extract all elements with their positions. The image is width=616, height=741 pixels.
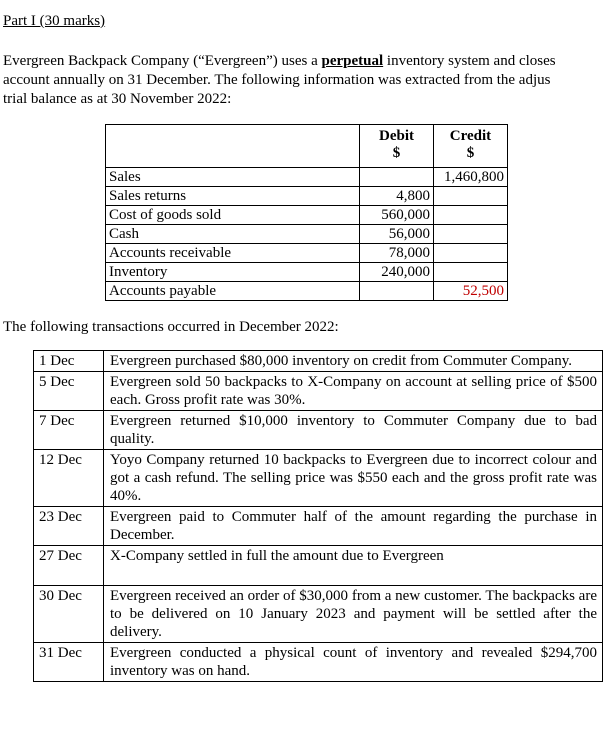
account-cell: Inventory xyxy=(106,263,360,282)
transaction-date: 27 Dec xyxy=(34,546,104,586)
trial-balance-row xyxy=(106,263,508,282)
trial-balance-row xyxy=(106,168,508,187)
transaction-row xyxy=(34,546,603,586)
credit-cell: 52,500 xyxy=(434,282,508,301)
intro-line-3: trial balance as at 30 November 2022: xyxy=(3,91,232,107)
trial-balance-row xyxy=(106,225,508,244)
debit-cell: 56,000 xyxy=(360,225,434,244)
intro-line-1: Evergreen Backpack Company (“Evergreen”) uses a perpetual inventory system and closes xyxy=(3,53,556,69)
transaction-row xyxy=(34,450,603,507)
transaction-description: X-Company settled in full the amount due to Evergreen xyxy=(104,546,603,586)
transaction-row xyxy=(34,372,603,411)
account-cell: Sales returns xyxy=(106,187,360,206)
transactions-table xyxy=(33,350,603,682)
account-cell: Cost of goods sold xyxy=(106,206,360,225)
credit-cell xyxy=(434,225,508,244)
transaction-description: Evergreen purchased $80,000 inventory on credit from Commuter Company. xyxy=(104,351,603,372)
transaction-description: Evergreen returned $10,000 inventory to Commuter Company due to bad quality. xyxy=(104,411,603,450)
trial-balance-row xyxy=(106,282,508,301)
transaction-description: Evergreen sold 50 backpacks to X-Company on account at selling price of $500 each. Gross profit rate was 30%. xyxy=(104,372,603,411)
account-cell: Accounts receivable xyxy=(106,244,360,263)
intro-paragraph xyxy=(3,52,616,109)
debit-cell xyxy=(360,168,434,187)
transaction-row xyxy=(34,411,603,450)
account-header xyxy=(106,125,360,168)
transaction-date: 5 Dec xyxy=(34,372,104,411)
transaction-row xyxy=(34,351,603,372)
credit-cell xyxy=(434,187,508,206)
credit-cell: 1,460,800 xyxy=(434,168,508,187)
transaction-row xyxy=(34,643,603,682)
transaction-date: 12 Dec xyxy=(34,450,104,507)
part-title: Part I (30 marks) xyxy=(3,13,106,29)
debit-cell: 78,000 xyxy=(360,244,434,263)
perpetual-emphasis: perpetual xyxy=(321,53,384,69)
trial-balance-header xyxy=(106,125,508,168)
credit-cell xyxy=(434,244,508,263)
intro-line-2: account annually on 31 December. The following information was extracted from the adjus xyxy=(3,72,551,88)
credit-cell xyxy=(434,206,508,225)
transaction-description: Yoyo Company returned 10 backpacks to Evergreen due to incorrect colour and got a cash refund. The selling price was $550 each and the gross profit rate was 40%. xyxy=(104,450,603,507)
debit-cell xyxy=(360,282,434,301)
credit-header: Credit $ xyxy=(434,125,508,168)
debit-cell: 240,000 xyxy=(360,263,434,282)
transaction-date: 31 Dec xyxy=(34,643,104,682)
transaction-row xyxy=(34,507,603,546)
transaction-date: 30 Dec xyxy=(34,586,104,643)
transaction-row xyxy=(34,586,603,643)
transaction-date: 1 Dec xyxy=(34,351,104,372)
debit-header: Debit $ xyxy=(360,125,434,168)
credit-cell xyxy=(434,263,508,282)
transaction-description: Evergreen conducted a physical count of inventory and revealed $294,700 inventory was on hand. xyxy=(104,643,603,682)
transactions-intro: The following transactions occurred in December 2022: xyxy=(3,319,339,335)
account-cell: Accounts payable xyxy=(106,282,360,301)
transaction-date: 7 Dec xyxy=(34,411,104,450)
transaction-date: 23 Dec xyxy=(34,507,104,546)
debit-cell: 560,000 xyxy=(360,206,434,225)
trial-balance-row xyxy=(106,187,508,206)
trial-balance-row xyxy=(106,244,508,263)
transaction-description: Evergreen paid to Commuter half of the amount regarding the purchase in December. xyxy=(104,507,603,546)
trial-balance-row xyxy=(106,206,508,225)
debit-cell: 4,800 xyxy=(360,187,434,206)
account-cell: Cash xyxy=(106,225,360,244)
trial-balance-table xyxy=(105,124,508,301)
account-cell: Sales xyxy=(106,168,360,187)
transaction-description: Evergreen received an order of $30,000 from a new customer. The backpacks are to be delivered on 10 January 2023 and payment will be settled after the delivery. xyxy=(104,586,603,643)
